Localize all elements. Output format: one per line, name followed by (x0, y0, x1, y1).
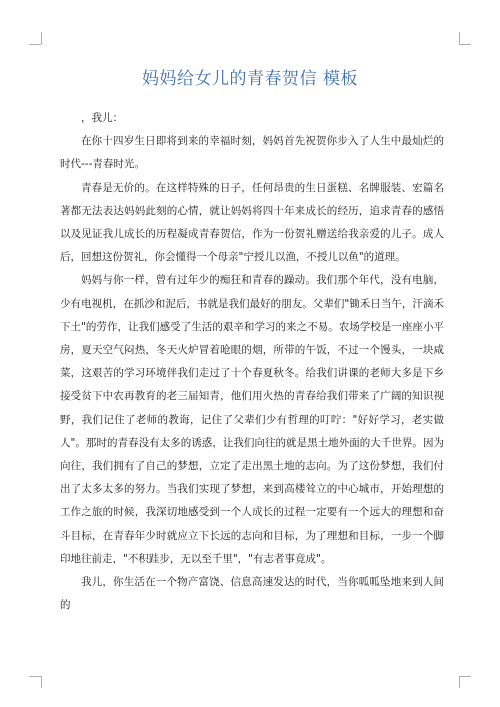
greeting: ，我儿： (81, 112, 123, 124)
crop-mark-bottom-right (459, 676, 471, 677)
paragraph-1: 在你十四岁生日即将到来的幸福时刻，妈妈首先祝贺你步入了人生中最灿烂的时代---青春时光。 (60, 135, 444, 171)
crop-mark-top-left (29, 44, 41, 45)
crop-mark-bottom-right (459, 676, 460, 688)
crop-mark-bottom-left (41, 676, 42, 688)
paragraph-3: 妈妈与你一样，曾有过年少的痴狂和青春的躁动。我们那个年代，没有电脑，少有电视机，在抓沙和泥后，书就是我们最好的朋友。父辈们"锄禾日当午，汗滴禾下土"的劳作，让我们感受了生活的艰辛和学习的来之不易。农场学校是一座座小平房，夏天空气闷热，冬天火炉冒着呛眼的烟，所带的午饭，不过一个馒头，一块咸菜，这艰苦的学习环境伴我们走过了十个春夏秋冬。给我们讲课的老师大多是下乡接受贫下中农再教育的老三届知青，他们用火热的青春给我们带来了广阔的知识视野，我们记住了老师的教诲，记住了父辈们少有哲理的叮咛："好好学习，老实做人"。那时的青春没有太多的诱惑，让我们向往的就是黑土地外面的大千世界。因为向往，我们拥有了自己的梦想，立定了走出黑土地的志向。为了这份梦想，我们付出了太多太多的努力。当我们实现了梦想，来到高楼耸立的中心城市，开始理想的工作之旅的时候，我深切地感受到一个人成长的过程一定要有一个远大的理想和奋斗目标，在青春年少时就应立下长远的志向和目标，为了理想和目标，一步一个脚印地往前走，"不积跬步，无以至千里"，"有志者事竟成"。 (60, 274, 444, 565)
crop-mark-top-right (459, 32, 460, 44)
crop-mark-bottom-left (29, 676, 41, 677)
paragraph-2: 青春是无价的。在这样特殊的日子，任何昂贵的生日蛋糕、名牌服装、宏篇名著都无法表达妈妈此刻的心情，就让妈妈将四十年来成长的经历，追求青春的感悟以及见证我儿成长的历程凝成青春贺信，作为一份贺礼赠送给我亲爱的儿子。成人后，回想这份贺礼，你会懂得一个母亲"宁授儿以渔，不授儿以鱼"的道理。 (60, 181, 444, 264)
crop-mark-top-right (459, 44, 471, 45)
paragraph-4: 我儿，你生活在一个物产富饶、信息高速发达的时代，当你呱呱坠地来到人间的 (60, 576, 444, 612)
document-body (60, 107, 444, 617)
crop-mark-top-left (41, 32, 42, 44)
document-title: 妈妈给女儿的青春贺信 模板 (142, 69, 358, 89)
